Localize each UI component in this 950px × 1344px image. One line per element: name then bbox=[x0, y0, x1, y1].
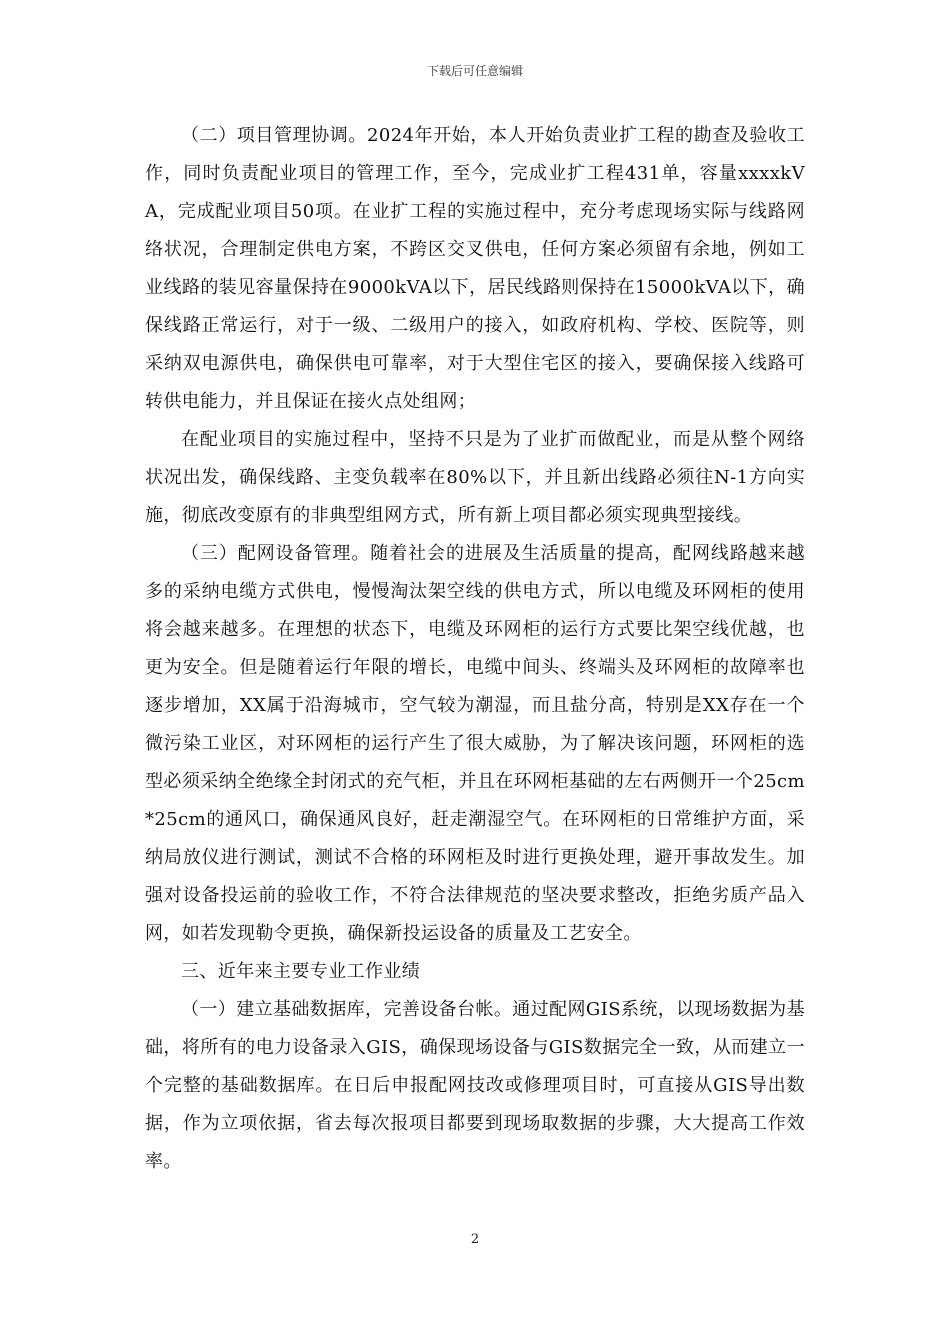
paragraph-database: （一）建立基础数据库，完善设备台帐。通过配网GIS系统，以现场数据为基础，将所有的电力设备录入GIS，确保现场设备与GIS数据完全一致，从而建立一个完整的基础数据库。在日后申报配网技改或修理项目时，可直接从GIS导出数据，作为立项依据，省去每次报项目都要到现场取数据的步骤，大大提高工作效率。 bbox=[145, 999, 805, 1172]
paragraph-equipment-management: （三）配网设备管理。随着社会的进展及生活质量的提高，配网线路越来越多的采纳电缆方式供电，慢慢淘汰架空线的供电方式，所以电缆及环网柜的使用将会越来越多。在理想的状态下，电缆及环网柜的运行方式要比架空线优越，也更为安全。但是随着运行年限的增长，电缆中间头、终端头及环网柜的故障率也逐步增加，XX属于沿海城市，空气较为潮湿，而且盐分高，特别是XX存在一个微污染工业区，对环网柜的运行产生了很大威胁，为了解决该问题，环网柜的选型必须采纳全绝缘全封闭式的充气柜，并且在环网柜基础的左右两侧开一个25cm*25cm的通风口，确保通风良好，赶走潮湿空气。在环网柜的日常维护方面，采纳局放仪进行测试，测试不合格的环网柜及时进行更换处理，避开事故发生。加强对设备投运前的验收工作，不符合法律规范的坚决要求整改，拒绝劣质产品入网，如若发现勒令更换，确保新投运设备的质量及工艺安全。 bbox=[145, 543, 805, 944]
paragraph-project-management: （二）项目管理协调。2024年开始，本人开始负责业扩工程的勘查及验收工作，同时负责配业项目的管理工作，至今，完成业扩工程431单，容量xxxxkVA，完成配业项目50项。在业扩工程的实施过程中，充分考虑现场实际与线路网络状况，合理制定供电方案，不跨区交叉供电，任何方案必须留有余地，例如工业线路的装见容量保持在9000kVA以下，居民线路则保持在15000kVA以下，确保线路正常运行，对于一级、二级用户的接入，如政府机构、学校、医院等，则采纳双电源供电，确保供电可靠率，对于大型住宅区的接入，要确保接入线路可转供电能力，并且保证在接火点处组网； bbox=[145, 125, 805, 412]
page-header: 下载后可任意编辑 bbox=[426, 64, 523, 78]
page-number: 2 bbox=[470, 1232, 480, 1247]
paragraph-distribution-projects: 在配业项目的实施过程中，坚持不只是为了业扩而做配业，而是从整个网络状况出发，确保线路、主变负载率在80%以下，并且新出线路必须往N-1方向实施，彻底改变原有的非典型组网方式，所有新上项目都必须实现典型接线。 bbox=[145, 429, 805, 526]
document-body bbox=[145, 117, 805, 1181]
section-heading-achievements: 三、近年来主要专业工作业绩 bbox=[181, 961, 421, 982]
